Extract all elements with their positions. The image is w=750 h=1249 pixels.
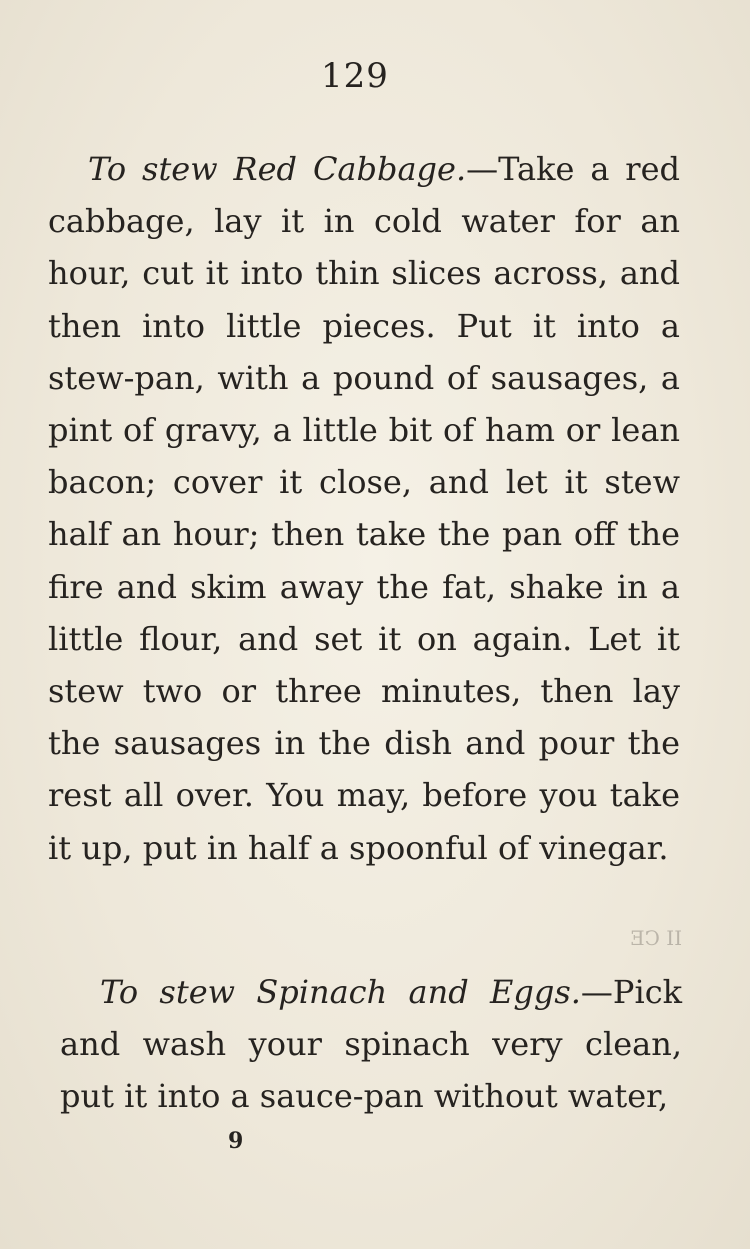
recipe-title: To stew Red Cabbage. xyxy=(88,150,467,188)
recipe-title: To stew Spinach and Eggs. xyxy=(100,973,581,1011)
title-dash: — xyxy=(466,150,499,188)
signature-mark: 9 xyxy=(228,1128,244,1154)
page-number: 129 xyxy=(321,56,389,96)
recipe-red-cabbage xyxy=(48,143,680,874)
title-dash: — xyxy=(580,973,613,1011)
recipe-paragraph xyxy=(48,143,680,874)
recipe-body: Take a red cabbage, lay it in cold water for an hour, cut it into thin slices across, and then into little pieces. Put it into a stew-pan, with a pound of sausages, a pint of gravy, a little bit of ham or lean bacon; cover it close, and let it stew half an hour; then take the pan off the fire and skim away the fat, shake in a little flour, and set it on again. Let it stew two or three minutes, then lay the sausages in the dish and pour the rest all over. You may, before you take it up, put in half a spoonful of vinegar. xyxy=(48,150,681,867)
bleed-through-text: II CE xyxy=(630,926,683,950)
recipe-spinach-eggs xyxy=(60,966,682,1123)
recipe-paragraph xyxy=(60,966,682,1123)
recipe-body: Pick and wash your spinach very clean, put it into a sauce-pan without water, xyxy=(60,973,682,1116)
